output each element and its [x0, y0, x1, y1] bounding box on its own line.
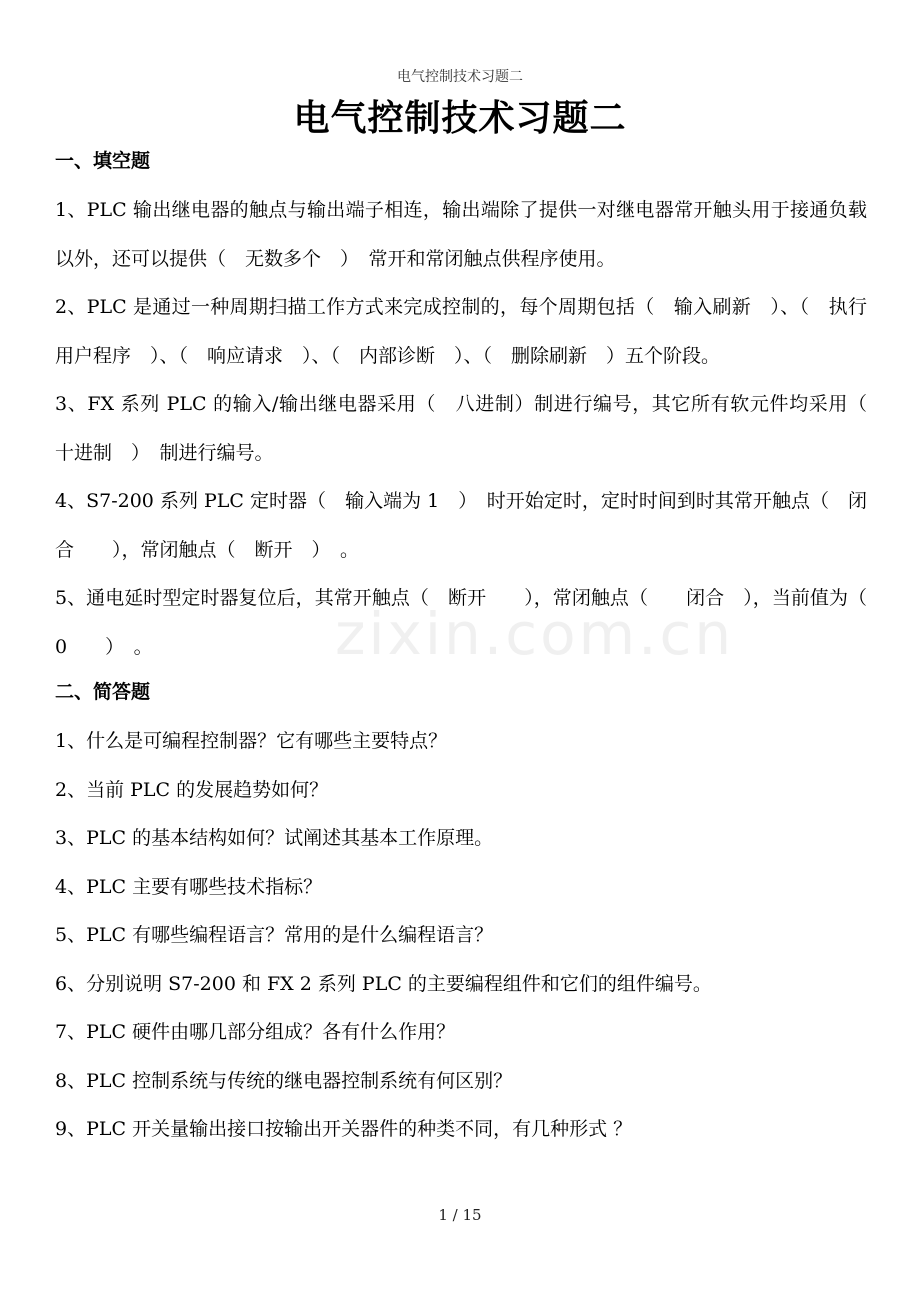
question-item: 2、当前 PLC 的发展趋势如何？ [55, 778, 329, 801]
running-header: 电气控制技术习题二 [397, 69, 523, 85]
section-short-answer [55, 673, 867, 1154]
watermark: zixin.com.cn [335, 600, 735, 668]
question-item: 4、PLC 主要有哪些技术指标？ [55, 875, 323, 898]
document-title: 电气控制技术习题二 [293, 98, 627, 139]
question-item: 1、什么是可编程控制器？它有哪些主要特点？ [55, 730, 448, 752]
section-fill-in-blanks [55, 142, 893, 671]
section-heading: 二、简答题 [55, 681, 151, 703]
question-item: 2、PLC 是通过一种周期扫描工作方式来完成控制的，每个周期包括（ 输入刷新 ）、（ 执行用户程序 ）、（ 响应请求 ）、（ 内部诊断 ）、（ 删除刷新 ）五个阶段。 [55, 296, 867, 367]
document-body [55, 142, 893, 1154]
question-item: 3、FX 系列 PLC 的输入/输出继电器采用（ 八进制）制进行编号，其它所有软元件均采用（ 十进制 ） 制进行编号。 [55, 393, 887, 464]
question-item: 1、PLC 输出继电器的触点与输出端子相连，输出端除了提供一对继电器常开触头用于接通负载以外，还可以提供（ 无数多个 ） 常开和常闭触点供程序使用。 [55, 199, 867, 270]
question-item: 3、PLC 的基本结构如何？试阐述其基本工作原理。 [55, 827, 494, 849]
question-item: 5、通电延时型定时器复位后，其常开触点（ 断开 ），常闭触点（ 闭合 ），当前值为（ 0 ） 。 [55, 587, 893, 658]
question-item: 8、PLC 控制系统与传统的继电器控制系统有何区别？ [55, 1069, 513, 1092]
section-heading: 一、填空题 [55, 150, 151, 172]
question-item: 4、S7-200 系列 PLC 定时器（ 输入端为 1 ） 时开始定时，定时时间到时其常开触点（ 闭合 ），常闭触点（ 断开 ） 。 [55, 490, 867, 561]
page-number: 1 / 15 [438, 1206, 482, 1224]
question-item: 9、PLC 开关量输出接口按输出开关器件的种类不同，有几种形式 ？ [55, 1118, 633, 1140]
question-item: 6、分别说明 S7-200 和 FX 2 系列 PLC 的主要编程组件和它们的组件编号。 [55, 972, 712, 995]
question-item: 7、PLC 硬件由哪几部分组成？各有什么作用？ [55, 1021, 456, 1043]
question-item: 5、PLC 有哪些编程语言？常用的是什么编程语言？ [55, 924, 494, 946]
